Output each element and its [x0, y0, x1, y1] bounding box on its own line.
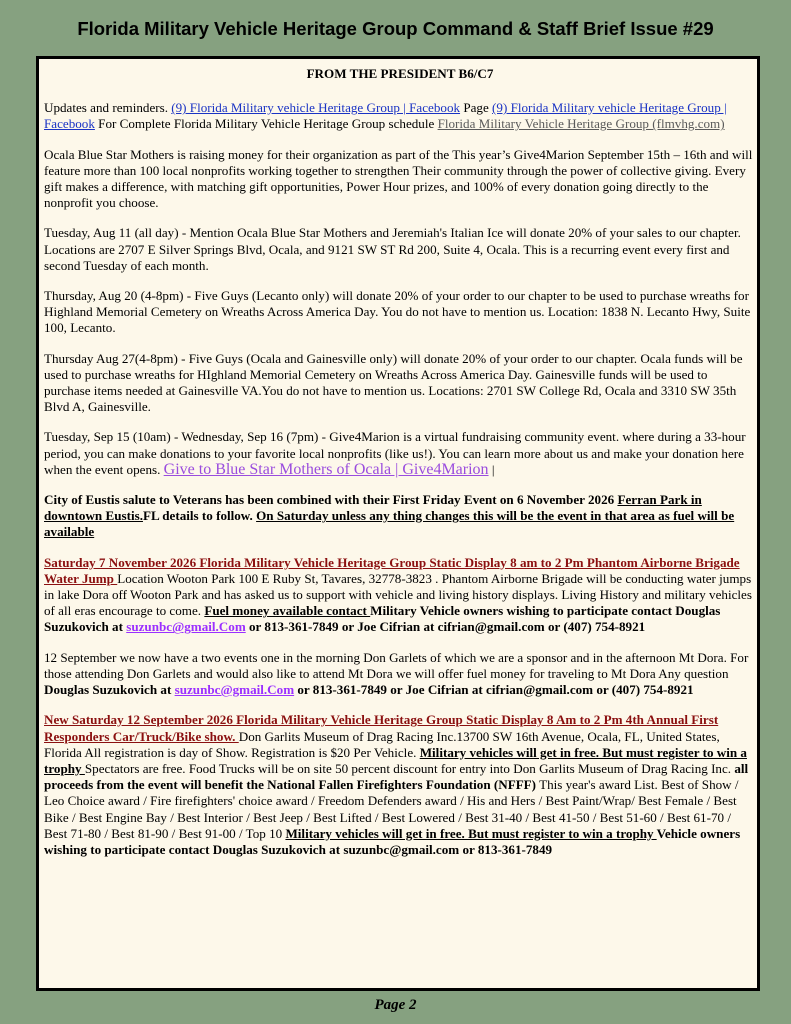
garlits-free-1: Military vehicles will get in free. But must register to win a trophy: [44, 744, 747, 776]
sep12-text: 12 September we now have a two events one in the morning Don Garlets of which we are a sponsor and in the afternoon Mt Dora. For those attending Don Garlets and would also like to attend Mt Dora we will offer fuel money for traveling to Mt Dora Any question: [44, 649, 749, 681]
email-link-sep12[interactable]: suzunbc@gmail.Com: [174, 682, 295, 698]
paragraph-updates: [44, 100, 756, 132]
garlits-heading: New Saturday 12 September 2026 Florida Military Vehicle Heritage Group Static Display 8 Am to 2 Pm 4th Annual First Responders Car/Truck/Bike show.: [44, 712, 719, 744]
paragraph-garlits: [44, 712, 756, 858]
paragraph-aug27: Thursday Aug 27(4-8pm) - Five Guys (Ocala and Gainesville only) will donate 20% of your order to our chapter. Ocala funds will be used to purchase wreaths for HIghland Memorial Cemetery on Wreaths Across America Day. Gainesville funds will be used to purchase items needed at Gainesville VA.You do not have to mention us. Locations: 2701 SW College Rd, Ocala and 3310 SW 35th Blvd A, Gainesville.: [44, 350, 743, 415]
paragraph-give4marion: [44, 429, 756, 478]
nov7-phone: or 813-361-7849 or Joe Cifrian at cifrian@gmail.com or (407) 754-8921: [245, 619, 646, 635]
sep12-phone: or 813-361-7849 or Joe Cifrian at cifrian@gmail.com or (407) 754-8921: [294, 682, 694, 698]
updates-mid: Page: [460, 100, 493, 116]
garlits-awards: This year's award List. Best of Show / Leo Choice award / Fire firefighters' choice award / Freedom Defenders award / His and Hers / Best Paint/Wrap/ Best Female / Best Bike / Best Engine Bay / Best Interior / Best Jeep / Best Lifted / Best Lowered / Best 31-40 / Best 41-50 / Best 51-60 / Best 61-70 / Best 71-80 / Best 81-90 / Best 91-00 / Top 10: [44, 777, 739, 841]
paragraph-aug11: Tuesday, Aug 11 (all day) - Mention Ocala Blue Star Mothers and Jeremiah's Italian Ice will donate 20% of your sales to our chapter. Locations are 2707 E Silver Springs Blvd, Ocala, and 9121 SW ST Rd 200, Suite 4, Ocala. This is a recurring event every first and second Tuesday of each month.: [44, 225, 741, 273]
sep12-contact: Douglas Suzukovich at: [44, 682, 175, 698]
eustis-d: On Saturday unless any thing changes this will be the event in that area as fuel will be available: [44, 508, 735, 540]
garlits-nfff: all proceeds from the event will benefit the National Fallen Firefighters Foundation (NFFF): [44, 760, 749, 793]
garlits-text2: Spectators are free. Food Trucks will be on site 50 percent discount for entry into Don Garlits Museum of Drag Racing Inc.: [84, 760, 735, 776]
facebook-link-1[interactable]: (9) Florida Military vehicle Heritage Group | Facebook: [171, 100, 461, 116]
give4marion-link[interactable]: Give to Blue Star Mothers of Ocala | Give4Marion: [163, 460, 489, 478]
paragraph-aug20: Thursday, Aug 20 (4-8pm) - Five Guys (Lecanto only) will donate 20% of your order to our chapter to be used to purchase wreaths for Highland Memorial Cemetery on Wreaths Across America Day. You do not have to mention us. Location: 1838 N. Lecanto Hwy, Suite 100, Lecanto.: [44, 288, 751, 336]
paragraph-nov7: [44, 555, 756, 636]
nov7-fuel: Fuel money available contact: [204, 603, 371, 619]
section-heading: FROM THE PRESIDENT B6/C7: [306, 66, 494, 81]
garlits-free-2: Military vehicles will get in free. But must register to win a trophy: [285, 825, 657, 841]
updates-lead: Updates and reminders.: [44, 100, 172, 116]
give4marion-tail: |: [488, 461, 495, 477]
facebook-link-2[interactable]: (9) Florida Military vehicle Heritage Group | Facebook: [44, 100, 727, 132]
eustis-c: FL details to follow.: [142, 508, 257, 524]
page-number: Page 2: [374, 997, 417, 1013]
nov7-text: Location Wooton Park 100 E Ruby St, Tavares, 32778-3823 . Phantom Airborne Brigade will be conducting water jumps in lake Dora off Wooton Park and has asked us to support with vehicle and living history displays. Living History and military vehicles of all eras encourage to come.: [44, 570, 752, 619]
paragraph-eustis: [44, 492, 756, 541]
nov7-contact: Military Vehicle owners wishing to participate contact Douglas Suzukovich at: [44, 603, 721, 635]
garlits-contact: Vehicle owners wishing to participate contact Douglas Suzukovich at suzunbc@gmail.com or 813-361-7849: [44, 825, 741, 857]
eustis-b: Ferran Park in downtown Eustis.: [44, 492, 702, 524]
give4marion-text: Tuesday, Sep 15 (10am) - Wednesday, Sep 16 (7pm) - Give4Marion is a virtual fundraising community event. where during a 33-hour period, you can make donations to your favorite local nonprofits (like us!). You can learn more about us and make your donation here when the event opens.: [44, 429, 746, 477]
website-link[interactable]: Florida Military Vehicle Heritage Group (flmvhg.com): [437, 116, 725, 132]
newsletter-title: Florida Military Vehicle Heritage Group Command & Staff Brief Issue #29: [77, 18, 714, 39]
updates-mid2: For Complete Florida Military Vehicle Heritage Group schedule: [94, 116, 438, 132]
garlits-text1: Don Garlits Museum of Drag Racing Inc.13700 SW 16th Avenue, Ocala, FL, United States, Florida All registration is day of Show. Registration is $20 Per Vehicle.: [44, 728, 720, 760]
nov7-heading: Saturday 7 November 2026 Florida Military Vehicle Heritage Group Static Display 8 am to 2 Pm Phantom Airborne Brigade Water Jump: [44, 554, 740, 586]
paragraph-blue-star: Ocala Blue Star Mothers is raising money for their organization as part of the This year’s Give4Marion September 15th – 16th and will feature more than 100 local nonprofits working together to strengthen Their community through the power of collective giving. Every gift makes a difference, with matching gift opportunities, Power Hour prizes, and 100% of every donation going directly to the nonprofit you choose.: [44, 146, 753, 211]
president-brief: [44, 66, 756, 872]
eustis-a: City of Eustis salute to Veterans has been combined with their First Friday Event on 6 November 2026: [44, 492, 618, 508]
paragraph-sep12: [44, 650, 756, 699]
email-link-nov7[interactable]: suzunbc@gmail.Com: [126, 619, 246, 635]
